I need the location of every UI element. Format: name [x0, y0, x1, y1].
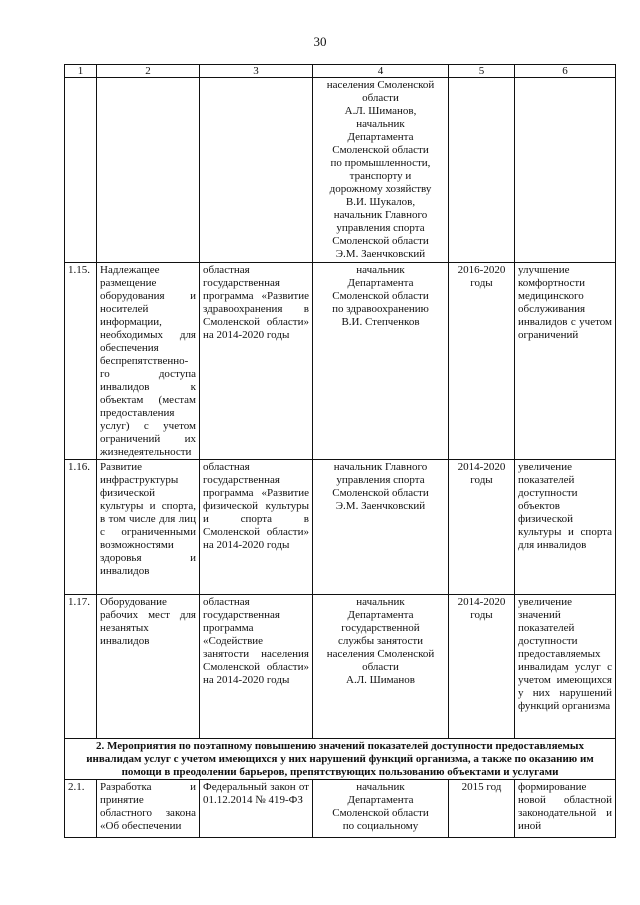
measure-cell: Разработка и принятие областного закона «Об обеспечении [97, 780, 200, 838]
result-cell: увеличение значений показателей доступности предоставляемых инвалидам услуг с учетом имеющихся у них нарушений функций организма [515, 595, 616, 739]
period-cell: 2016-2020 годы [449, 263, 515, 460]
column-number: 2 [97, 65, 200, 78]
responsible-cell: начальник Главного управления спорта Смоленской области Э.М. Заенчковский [313, 460, 449, 595]
period-cell: 2014-2020 годы [449, 460, 515, 595]
column-number: 5 [449, 65, 515, 78]
row-number: 1.15. [65, 263, 97, 460]
column-number-row [65, 65, 616, 78]
period-cell [449, 78, 515, 263]
measure-cell: Развитие инфраструктуры физической культуры и спорта, в том числе для лиц с ограниченными возможностями здоровья и инвалидов [97, 460, 200, 595]
result-cell: увеличение показателей доступности объектов физической культуры и спорта для инвалидов [515, 460, 616, 595]
result-cell: улучшение комфортности медицинского обслуживания инвалидов с учетом ограничений [515, 263, 616, 460]
period-cell: 2014-2020 годы [449, 595, 515, 739]
row-number [65, 78, 97, 263]
measure-cell: Оборудование рабочих мест для незанятых инвалидов [97, 595, 200, 739]
responsible-cell: начальник Департамента Смоленской области по социальному [313, 780, 449, 838]
column-number: 4 [313, 65, 449, 78]
row-number: 1.17. [65, 595, 97, 739]
basis-cell: областная государственная программа «Содействие занятости населения Смоленской области» на 2014-2020 годы [200, 595, 313, 739]
responsible-cell: населения Смоленской области А.Л. Шиманов, начальник Департамента Смоленской области по промышленности, транспорту и дорожному хозяйству В.И. Шукалов, начальник Главного управления спорта Смоленской области Э.М. Заенчковский [313, 78, 449, 263]
plan-table [64, 64, 616, 838]
result-cell: формирование новой областной законодательной и иной [515, 780, 616, 838]
section-heading-row [65, 739, 616, 780]
result-cell [515, 78, 616, 263]
measure-cell: Надлежащее размещение оборудования и носителей информации, необходимых для обеспечения беспрепятственно-го доступа инвалидов к объектам (местам предоставления услуг) с учетом ограничений их жизнедеятельности [97, 263, 200, 460]
table-row [65, 460, 616, 595]
table-row [65, 595, 616, 739]
column-number: 1 [65, 65, 97, 78]
table-row [65, 263, 616, 460]
column-number: 3 [200, 65, 313, 78]
basis-cell [200, 78, 313, 263]
basis-cell: областная государственная программа «Развитие здравоохранения в Смоленской области» на 2014-2020 годы [200, 263, 313, 460]
section-title: 2. Мероприятия по поэтапному повышению значений показателей доступности предоставляемых инвалидам услуг с учетом имеющихся у них нарушений функций организма, а также по оказанию им помощи в преодолении барьеров, препятствующих пользованию объектами и услугами [65, 739, 616, 780]
table-row [65, 78, 616, 263]
basis-cell: Федеральный закон от 01.12.2014 № 419-ФЗ [200, 780, 313, 838]
measure-cell [97, 78, 200, 263]
page-number: 30 [313, 34, 327, 49]
table-row [65, 780, 616, 838]
basis-cell: областная государственная программа «Развитие физической культуры и спорта в Смоленской области» на 2014-2020 годы [200, 460, 313, 595]
period-cell: 2015 год [449, 780, 515, 838]
responsible-cell: начальник Департамента государственной службы занятости населения Смоленской области А.Л. Шиманов [313, 595, 449, 739]
row-number: 1.16. [65, 460, 97, 595]
row-number: 2.1. [65, 780, 97, 838]
responsible-cell: начальник Департамента Смоленской области по здравоохранению В.И. Степченков [313, 263, 449, 460]
column-number: 6 [515, 65, 616, 78]
